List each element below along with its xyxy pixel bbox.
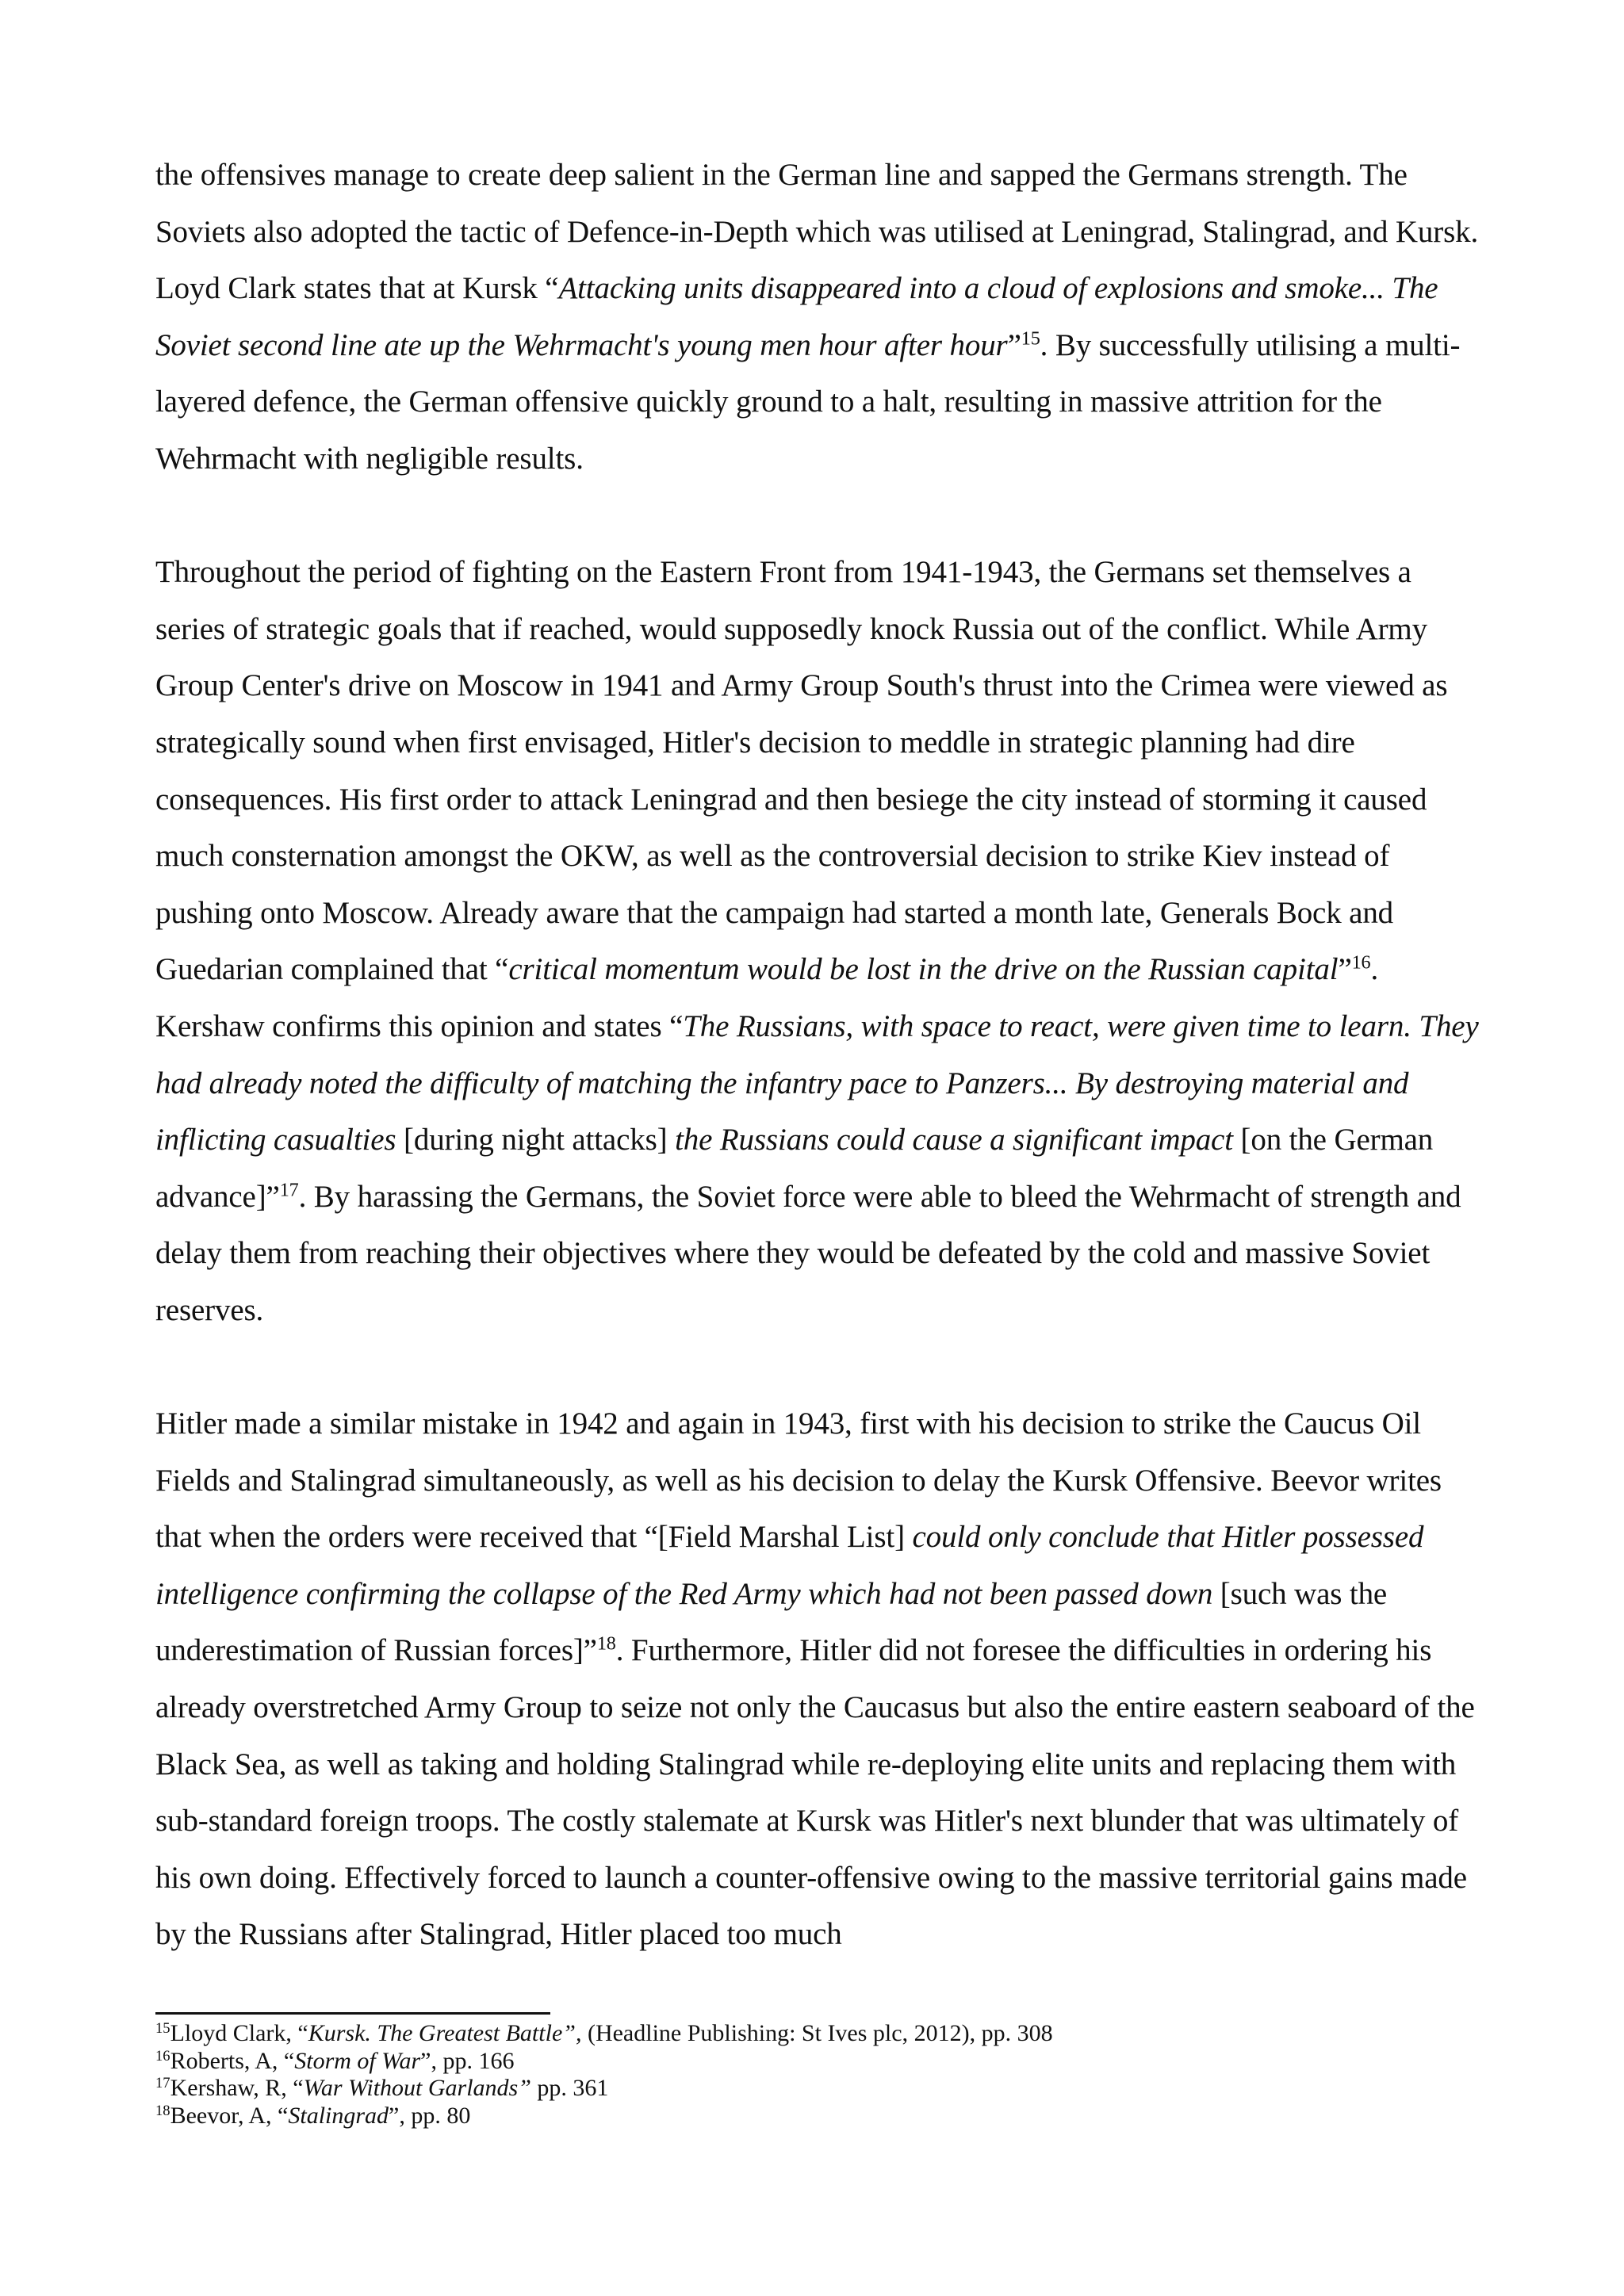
paragraph-3 xyxy=(155,1395,1481,1963)
text-run: Kershaw, R, “ xyxy=(170,2075,304,2101)
italic-text: the Russians could cause a significant impact xyxy=(675,1123,1233,1158)
text-run: . By successfully utilising a multi-layered defence, the German offensive quickly ground to a halt, resulting in massive attrition for the Wehrmacht with negligible results. xyxy=(155,327,1461,476)
text-run: Lloyd Clark, “ xyxy=(170,2020,308,2046)
paragraph-1 xyxy=(155,147,1481,488)
footnote-marker: 15 xyxy=(1021,327,1040,350)
footnote-marker: 17 xyxy=(279,1179,299,1201)
italic-text: War Without Garlands” xyxy=(303,2075,531,2101)
footnote-separator xyxy=(155,2012,550,2015)
text-run: ”, pp. 80 xyxy=(389,2102,471,2129)
text-run: . Furthermore, Hitler did not foresee the difficulties in ordering his already overstretched Army Group to seize not only the Caucasus but also the entire eastern seaboard of the Black Sea, as well as taking and holding Stalingrad while re-deploying elite units and replacing them with sub-standard foreign troops. The costly stalemate at Kursk was Hitler's next blunder that was ultimately of his own doing. Effectively forced to launch a counter-offensive owing to the massive territorial gains made by the Russians after Stalingrad, Hitler placed too much xyxy=(155,1633,1475,1952)
footnote-marker: 18 xyxy=(155,2102,170,2119)
footnote-marker: 16 xyxy=(155,2047,170,2064)
footnote-18 xyxy=(155,2103,1481,2130)
text-run: pp. 361 xyxy=(530,2075,609,2101)
text-run: the offensives manage to create deep salient in the German line and sapped the Germans strength. The Soviets also adopted the tactic of Defence-in-Depth which was utilised at Leningrad, Stalingrad, and Kursk. Loyd Clark states that at Kursk “ xyxy=(155,158,1479,306)
italic-text: critical momentum would be lost in the drive on the Russian capital xyxy=(508,952,1339,987)
footnotes xyxy=(155,2020,1481,2130)
italic-text: Attacking units disappeared into a cloud of explosions and smoke... The Soviet second line ate up the Wehrmacht's young men hour after hour xyxy=(155,271,1438,362)
text-run: [on the German advance]” xyxy=(155,1123,1434,1214)
footnote-15 xyxy=(155,2020,1481,2048)
text-run: Beevor, A, “ xyxy=(170,2102,289,2129)
italic-text: Kursk. The Greatest Battle”, xyxy=(308,2020,582,2046)
text-run: . Kershaw confirms this opinion and states “ xyxy=(155,952,1379,1043)
italic-text: Stalingrad xyxy=(288,2102,389,2129)
text-run: Throughout the period of fighting on the Eastern Front from 1941-1943, the Germans set themselves a series of strategic goals that if reached, would supposedly knock Russia out of the conflict. While Army Group Center's drive on Moscow in 1941 and Army Group South's thrust into the Crimea were viewed as strategically sound when first envisaged, Hitler's decision to meddle in strategic planning had dire consequences. His first order to attack Leningrad and then besiege the city instead of storming it caused much consternation amongst the OKW, as well as the controversial decision to strike Kiev instead of pushing onto Moscow. Already aware that the campaign had started a month late, Generals Bock and Guedarian complained that “ xyxy=(155,555,1448,987)
italic-text: could only conclude that Hitler possessed intelligence confirming the collapse of the Red Army which had not been passed down xyxy=(155,1520,1424,1611)
footnote-marker: 18 xyxy=(596,1633,616,1655)
paragraph-2 xyxy=(155,544,1481,1338)
text-run: (Headline Publishing: St Ives plc, 2012), pp. 308 xyxy=(581,2020,1053,2046)
text-run: ” xyxy=(1338,952,1352,987)
footnote-17 xyxy=(155,2075,1481,2103)
text-run: [during night attacks] xyxy=(396,1123,676,1158)
footnote-marker: 17 xyxy=(155,2074,170,2091)
footnote-16 xyxy=(155,2048,1481,2076)
body-text xyxy=(155,147,1481,1963)
italic-text: Storm of War xyxy=(294,2047,421,2074)
text-run: Roberts, A, “ xyxy=(170,2047,295,2074)
text-run: Hitler made a similar mistake in 1942 and again in 1943, first with his decision to strike the Caucus Oil Fields and Stalingrad simultaneously, as well as his decision to delay the Kursk Offensive. Beevor writes that when the orders were received that “[Field Marshal List] xyxy=(155,1406,1442,1555)
text-run: ” xyxy=(1007,327,1021,362)
text-run: ”, pp. 166 xyxy=(420,2047,515,2074)
footnote-marker: 16 xyxy=(1351,952,1371,974)
footnote-marker: 15 xyxy=(155,2019,170,2037)
text-run: [such was the underestimation of Russian forces]” xyxy=(155,1576,1388,1668)
text-run: . By harassing the Germans, the Soviet force were able to bleed the Wehrmacht of strength and delay them from reaching their objectives where they would be defeated by the cold and massive Soviet reserves. xyxy=(155,1179,1461,1327)
italic-text: The Russians, with space to react, were given time to learn. They had already noted the difficulty of matching the infantry pace to Panzers... By destroying material and inflicting casualties xyxy=(155,1008,1479,1158)
